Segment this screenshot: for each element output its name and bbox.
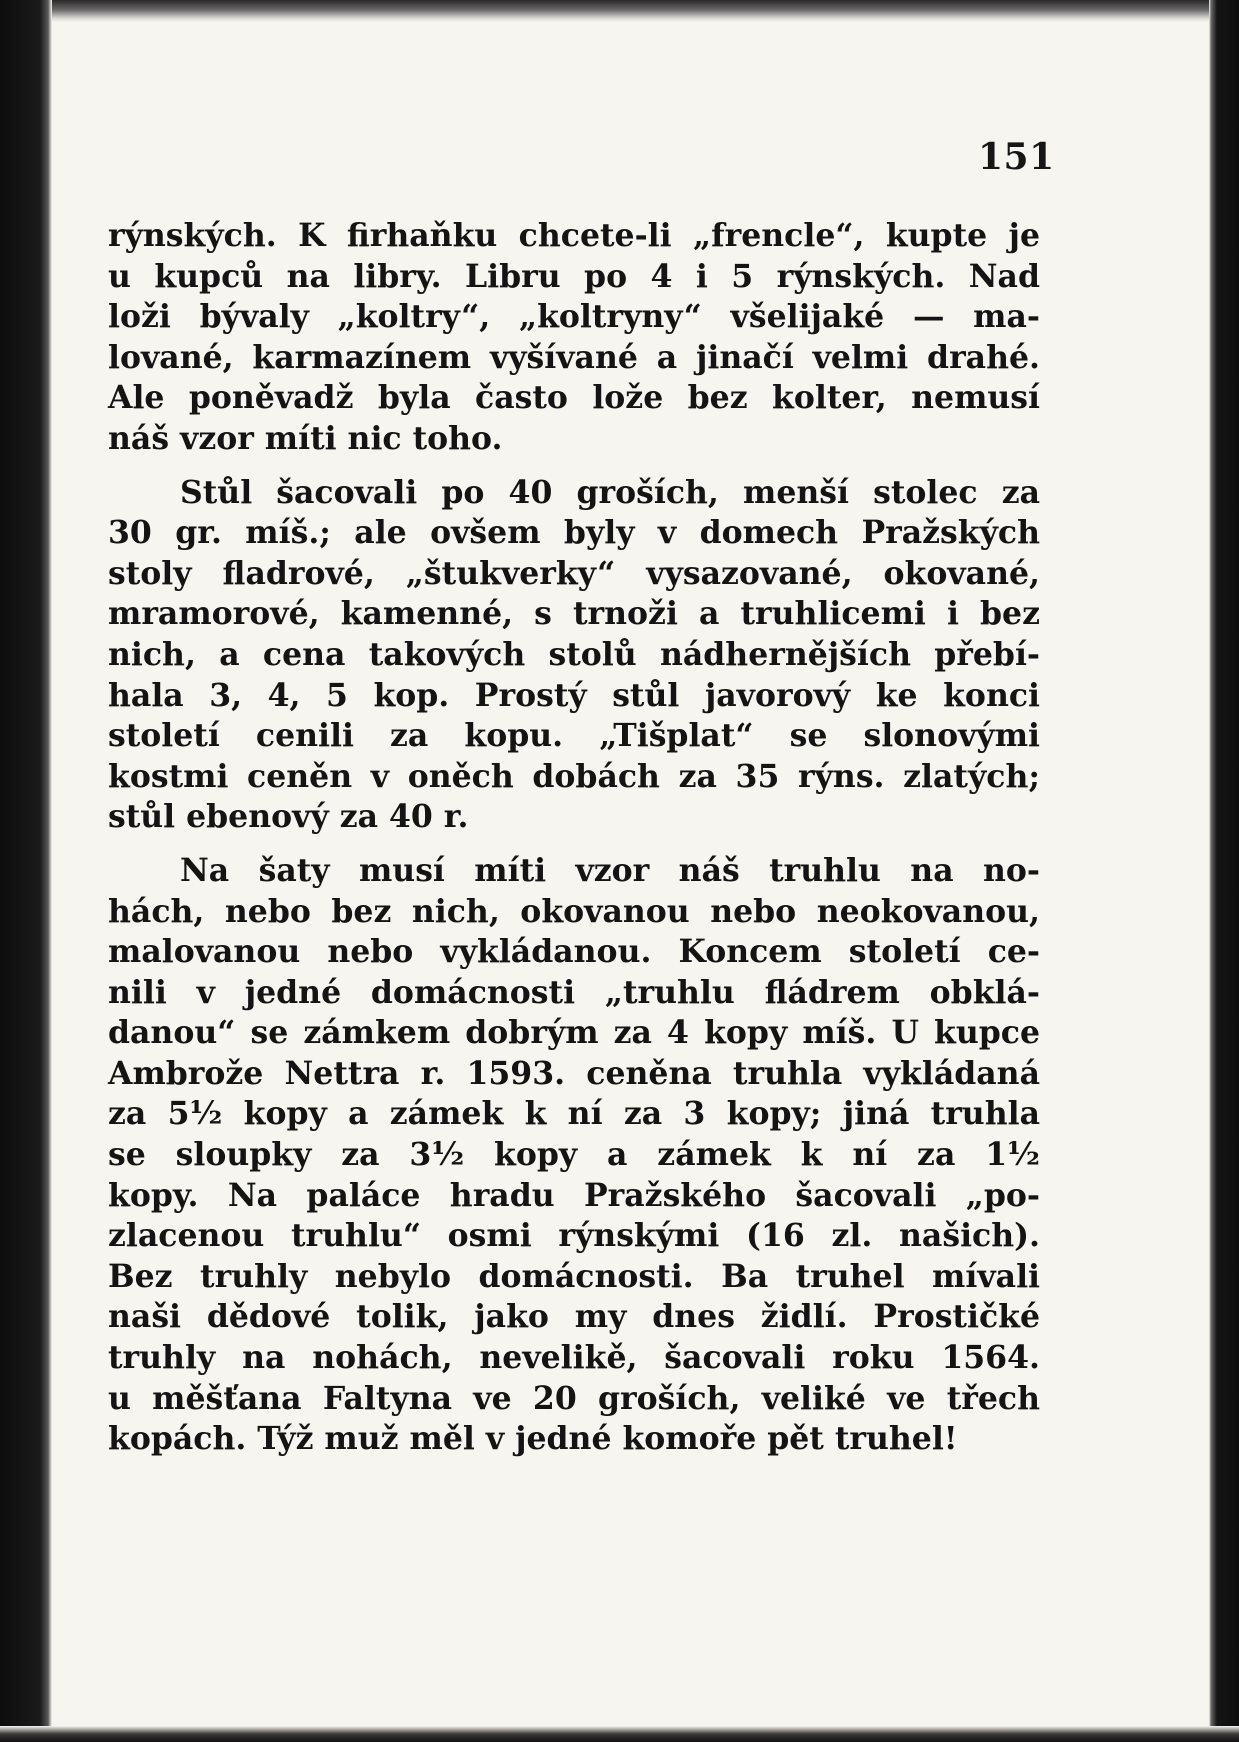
paragraph-1 (108, 216, 1040, 460)
text-line: malovanou nebo vykládanou. Koncem století ce- (108, 933, 1040, 971)
text-line: u kupců na libry. Libru po 4 i 5 rýnských. Nad (108, 257, 1040, 295)
text-line: nili v jedné domácnosti „truhlu fládrem obklá- (108, 973, 1040, 1011)
text-line: Na šaty musí míti vzor náš truhlu na no- (180, 851, 1040, 889)
paragraph-2 (108, 473, 1040, 838)
text-line: kopách. Týž muž měl v jedné komoře pět truhel! (108, 1420, 958, 1458)
text-line: století cenili za kopu. „Tišplat“ se slonovými (108, 717, 1040, 755)
text-line: stoly fladrové, „štukverky“ vysazované, okované, (108, 554, 1040, 592)
text-line: kostmi ceněn v oněch dobách za 35 rýns. zlatých; (108, 757, 1040, 795)
text-line: rýnských. K firhaňku chcete-li „frencle“, kupte je (108, 217, 1040, 254)
text-line: mramorové, kamenné, s trnoži a truhlicemi i bez (108, 595, 1040, 633)
text-line: Ambrože Nettra r. 1593. ceněna truhla vykládaná (108, 1054, 1040, 1092)
text-line: hách, nebo bez nich, okovanou nebo neokovanou, (108, 892, 1040, 930)
text-line: lované, karmazínem vyšívané a jinačí velmi drahé. (108, 338, 1040, 376)
text-line: Bez truhly nebylo domácnosti. Ba truhel mívali (108, 1257, 1040, 1295)
body-text (108, 216, 1040, 1460)
text-line: se sloupky za 3½ kopy a zámek k ní za 1½ (108, 1136, 1040, 1174)
text-line: zlacenou truhlu“ osmi rýnskými (16 zl. našich). (108, 1217, 1040, 1255)
text-line: naši dědové tolik, jako my dnes židlí. Prostičké (108, 1298, 1040, 1336)
text-line: danou“ se zámkem dobrým za 4 kopy míš. U kupce (108, 1014, 1040, 1052)
scan-edge-left (0, 0, 52, 1742)
paragraph-3 (108, 851, 1040, 1460)
text-line: truhly na nohách, nevelikě, šacovali roku 1564. (108, 1339, 1040, 1377)
text-line: za 5½ kopy a zámek k ní za 3 kopy; jiná truhla (108, 1095, 1040, 1133)
text-line: hala 3, 4, 5 kop. Prostý stůl javorový ke konci (108, 676, 1040, 714)
text-line: Stůl šacovali po 40 groších, menší stolec za (180, 473, 1040, 511)
text-line: nich, a cena takových stolů nádhernějších přebí- (108, 635, 1040, 673)
page-number: 151 (978, 136, 1055, 178)
text-line: náš vzor míti nic toho. (108, 419, 503, 457)
scan-edge-bottom (0, 1726, 1239, 1742)
text-line: 30 gr. míš.; ale ovšem byly v domech Pražských (108, 514, 1040, 552)
text-line: stůl ebenový za 40 r. (108, 798, 469, 836)
scan-edge-top (0, 0, 1239, 22)
text-line: Ale poněvadž byla často lože bez kolter, nemusí (108, 379, 1040, 417)
text-line: u měšťana Faltyna ve 20 groších, veliké ve třech (108, 1379, 1040, 1417)
scan-edge-right (1209, 0, 1239, 1742)
text-line: kopy. Na paláce hradu Pražského šacovali „po- (108, 1176, 1040, 1214)
text-line: loži bývaly „koltry“, „koltryny“ všelijaké — ma- (108, 298, 1040, 336)
